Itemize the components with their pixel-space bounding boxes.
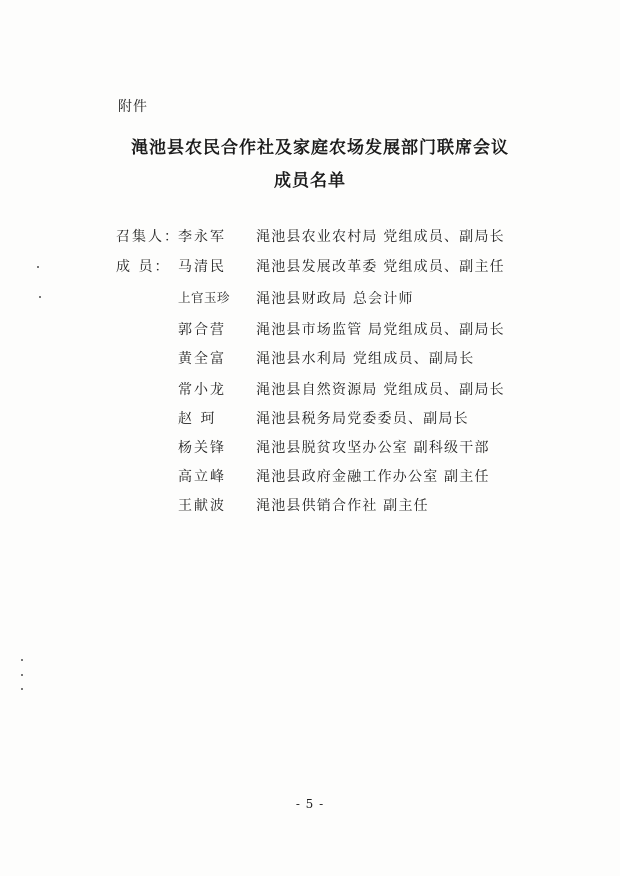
member-name: 黄全富 <box>178 351 226 367</box>
member-name: 上官玉珍 <box>178 290 231 305</box>
member-name: 杨关锋 <box>178 440 226 456</box>
member-role: 成 员： <box>116 259 171 275</box>
member-row <box>0 495 620 517</box>
page-number: - 5 - <box>295 797 325 811</box>
member-duty: 渑池县供销合作社 副主任 <box>256 498 429 514</box>
member-row <box>0 226 620 248</box>
member-duty: 渑池县财政局 总会计师 <box>256 291 414 307</box>
member-row <box>0 319 620 341</box>
member-row <box>0 256 620 278</box>
member-name: 赵 珂 <box>178 411 217 427</box>
member-duty: 渑池县发展改革委 党组成员、副主任 <box>256 259 505 275</box>
scan-speck <box>21 659 23 661</box>
member-name: 王献波 <box>178 498 226 514</box>
member-name: 郭合营 <box>178 322 226 338</box>
member-duty: 渑池县脱贫攻坚办公室 副科级干部 <box>256 440 490 456</box>
member-row <box>0 466 620 488</box>
member-row <box>0 379 620 401</box>
member-name: 高立峰 <box>178 469 226 485</box>
member-row <box>0 437 620 459</box>
member-duty: 渑池县政府金融工作办公室 副主任 <box>256 469 490 485</box>
scan-speck <box>39 296 41 298</box>
member-duty: 渑池县市场监管 局党组成员、副局长 <box>256 322 505 338</box>
member-duty: 渑池县农业农村局 党组成员、副局长 <box>256 229 505 245</box>
annex-label: 附件 <box>118 99 148 115</box>
member-row <box>0 288 620 310</box>
member-name: 马清民 <box>178 259 226 275</box>
scan-speck <box>21 674 23 676</box>
member-name: 常小龙 <box>178 382 226 398</box>
scan-speck <box>37 266 39 268</box>
member-row <box>0 408 620 430</box>
member-role: 召集人： <box>116 229 180 245</box>
member-row <box>0 348 620 370</box>
member-duty: 渑池县水利局 党组成员、副局长 <box>256 351 475 367</box>
member-duty: 渑池县自然资源局 党组成员、副局长 <box>256 382 505 398</box>
member-name: 李永军 <box>178 229 226 245</box>
scan-speck <box>21 688 23 690</box>
member-duty: 渑池县税务局党委委员、副局长 <box>256 411 469 427</box>
document-title: 渑池县农民合作社及家庭农场发展部门联席会议 <box>131 138 509 158</box>
document-subtitle: 成员名单 <box>274 171 346 191</box>
